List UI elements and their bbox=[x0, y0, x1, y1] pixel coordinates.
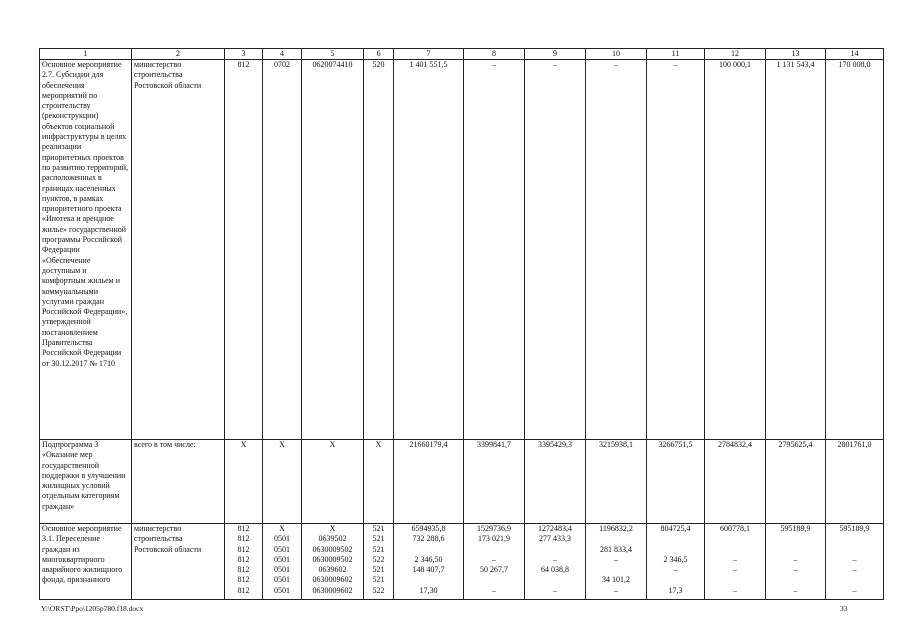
cell-c13: 1 131 543,4 bbox=[766, 60, 826, 440]
executor-cell: министерство строительства Ростовской области bbox=[132, 524, 225, 600]
header-cell: 13 bbox=[766, 49, 826, 60]
cell-line: 1529736,9 bbox=[477, 524, 511, 533]
cell-line bbox=[649, 545, 702, 555]
cell-c7 bbox=[394, 524, 464, 600]
cell-c9: – bbox=[525, 60, 586, 440]
cell-line bbox=[768, 545, 823, 555]
cell-c9: 3395429,3 bbox=[525, 440, 586, 524]
cell-line: X bbox=[329, 524, 336, 533]
cell-line: 173 021,9 bbox=[478, 534, 510, 544]
cell-c5: 0620074410 bbox=[302, 60, 364, 440]
cell-line: 0501 bbox=[274, 585, 290, 595]
cell-c8: 3399841,7 bbox=[464, 440, 525, 524]
cell-line: – bbox=[614, 585, 618, 595]
cell-line: 64 038,8 bbox=[541, 565, 569, 575]
cell-c12 bbox=[705, 524, 766, 600]
cell-c13 bbox=[766, 524, 826, 600]
cell-line bbox=[588, 565, 644, 575]
cell-line bbox=[466, 545, 522, 555]
cell-c5 bbox=[302, 524, 364, 600]
cell-line: 595189,9 bbox=[839, 524, 870, 533]
cell-line bbox=[649, 534, 702, 544]
cell-line: – bbox=[553, 554, 557, 564]
cell-c7: 1 401 551,5 bbox=[394, 60, 464, 440]
cell-line: – bbox=[733, 585, 737, 595]
cell-c12: 2784832,4 bbox=[705, 440, 766, 524]
cell-line: 6594935,8 bbox=[411, 524, 446, 533]
cell-c4: X bbox=[263, 440, 302, 524]
cell-line: – bbox=[852, 554, 857, 564]
cell-line: 281 833,4 bbox=[600, 544, 632, 554]
table-row-activity-3-1 bbox=[40, 524, 884, 600]
cell-c3: 812 bbox=[225, 60, 263, 440]
header-cell: 2 bbox=[132, 49, 225, 60]
cell-line: 812 bbox=[237, 524, 250, 533]
executor-cell: всего в том числе: bbox=[132, 440, 225, 524]
cell-line bbox=[768, 575, 823, 585]
cell-line bbox=[466, 575, 522, 585]
cell-line: 812 bbox=[237, 544, 250, 554]
cell-line: 812 bbox=[237, 554, 250, 564]
cell-line: 277 433,3 bbox=[539, 534, 571, 544]
cell-line: – bbox=[793, 585, 798, 595]
cell-line: 0630009502 bbox=[312, 554, 353, 564]
cell-line: 1196832,2 bbox=[599, 524, 633, 533]
cell-c6: 520 bbox=[364, 60, 394, 440]
cell-line: 2 346,50 bbox=[414, 554, 443, 564]
activity-name-cell: Основное мероприятие 2.7. Субсидии для обеспечения мероприятий по строительству (реконструкции) объектов социальной инфраструктуры в целях реализации приоритетных проектов по развитию территорий, расположенных в границах населенных пунктов, в рамках приоритетного проекта «Ипотека и арендное жилье» государственной программы Российской Федерации «Обеспечение доступным и комфортным жильем и коммунальными услугами граждан Российской Федерации», утвержденной постановлением Правительства Российской Федерации от 30.12.2017 № 1710 bbox=[40, 60, 132, 440]
cell-c12: 100 000,1 bbox=[705, 60, 766, 440]
header-cell: 10 bbox=[586, 49, 647, 60]
cell-c10 bbox=[586, 524, 647, 600]
cell-line bbox=[396, 575, 461, 585]
header-cell: 6 bbox=[364, 49, 394, 60]
header-row bbox=[40, 49, 884, 60]
cell-line: 521 bbox=[372, 565, 385, 575]
cell-line bbox=[828, 534, 881, 544]
cell-line: 732 288,6 bbox=[412, 534, 445, 544]
cell-c4: 0702 bbox=[263, 60, 302, 440]
cell-line: 17,30 bbox=[419, 585, 438, 595]
cell-line bbox=[396, 545, 461, 555]
activity-name-cell: Основное мероприятие 3.1. Переселение граждан из многоквартирного аварийного жилищного фонда, признанного bbox=[40, 524, 132, 600]
cell-line: 0639602 bbox=[318, 565, 347, 575]
cell-line: 34 101,2 bbox=[602, 575, 630, 585]
cell-line: – bbox=[492, 585, 496, 595]
subprogram-name-cell: Подпрограмма 3 «Оказание мер государственной поддержки в улучшении жилищных условий отдельным категориям граждан» bbox=[40, 440, 132, 524]
cell-c8 bbox=[464, 524, 525, 600]
header-cell: 4 bbox=[263, 49, 302, 60]
cell-c10: 3215938,1 bbox=[586, 440, 647, 524]
executor-cell: министерство строительства Ростовской области bbox=[132, 60, 225, 440]
cell-line: 1272483,4 bbox=[538, 524, 572, 533]
cell-line: – bbox=[852, 585, 857, 595]
cell-line: 0630009602 bbox=[312, 585, 353, 595]
cell-line: 812 bbox=[237, 575, 250, 585]
table-row-subprogram-3 bbox=[40, 440, 884, 524]
cell-line: 17,3 bbox=[668, 585, 683, 595]
cell-c13: 2795625,4 bbox=[766, 440, 826, 524]
cell-line: 521 bbox=[372, 524, 385, 533]
cell-c10: – bbox=[586, 60, 647, 440]
cell-line: 812 bbox=[237, 534, 250, 544]
cell-line bbox=[527, 545, 583, 555]
header-cell: 12 bbox=[705, 49, 766, 60]
cell-line bbox=[649, 575, 702, 585]
cell-line: 0639502 bbox=[318, 534, 347, 544]
cell-c3 bbox=[225, 524, 263, 600]
cell-line bbox=[768, 534, 823, 544]
cell-line: 804725,4 bbox=[660, 524, 691, 533]
cell-line: – bbox=[614, 554, 618, 564]
cell-line: – bbox=[733, 565, 737, 575]
cell-c3: X bbox=[225, 440, 263, 524]
cell-line: 0501 bbox=[274, 565, 290, 575]
header-cell: 11 bbox=[647, 49, 705, 60]
cell-line: 148 407,7 bbox=[412, 565, 445, 575]
cell-line: 521 bbox=[372, 544, 385, 554]
cell-c11: 3266751,5 bbox=[647, 440, 705, 524]
cell-line: 0501 bbox=[274, 554, 290, 564]
cell-line: 521 bbox=[372, 534, 385, 544]
cell-c11 bbox=[647, 524, 705, 600]
cell-line: 521 bbox=[372, 575, 385, 585]
cell-line: 0630009602 bbox=[312, 575, 353, 585]
cell-c11: – bbox=[647, 60, 705, 440]
cell-line: 0501 bbox=[274, 544, 290, 554]
cell-line: – bbox=[793, 554, 798, 564]
cell-line bbox=[828, 575, 881, 585]
cell-line bbox=[527, 575, 583, 585]
cell-line: 812 bbox=[237, 585, 250, 595]
cell-c4 bbox=[263, 524, 302, 600]
cell-c8: – bbox=[464, 60, 525, 440]
cell-line bbox=[828, 545, 881, 555]
cell-line bbox=[588, 534, 644, 544]
cell-line bbox=[707, 545, 763, 555]
cell-line bbox=[707, 534, 763, 544]
header-cell: 9 bbox=[525, 49, 586, 60]
cell-line: X bbox=[279, 524, 285, 533]
header-cell: 3 bbox=[225, 49, 263, 60]
cell-line: – bbox=[553, 585, 557, 595]
cell-line: 600778,1 bbox=[720, 524, 750, 533]
budget-table bbox=[39, 48, 884, 600]
cell-line: 0501 bbox=[274, 575, 290, 585]
header-cell: 14 bbox=[826, 49, 884, 60]
cell-c14 bbox=[826, 524, 884, 600]
cell-line: 0501 bbox=[274, 534, 290, 544]
header-cell: 7 bbox=[394, 49, 464, 60]
header-cell: 8 bbox=[464, 49, 525, 60]
cell-c9 bbox=[525, 524, 586, 600]
cell-c7: 21660179,4 bbox=[394, 440, 464, 524]
table-row-activity-2-7 bbox=[40, 60, 884, 440]
cell-line: – bbox=[793, 565, 798, 575]
cell-line: 522 bbox=[372, 554, 385, 564]
cell-line: – bbox=[852, 565, 857, 575]
cell-line: 595189,9 bbox=[780, 524, 811, 533]
cell-c6 bbox=[364, 524, 394, 600]
cell-line: 812 bbox=[237, 565, 250, 575]
cell-line: – bbox=[733, 554, 737, 564]
cell-line bbox=[707, 575, 763, 585]
cell-c6: X bbox=[364, 440, 394, 524]
cell-c14: 2801761,0 bbox=[826, 440, 884, 524]
cell-c14: 170 008,0 bbox=[826, 60, 884, 440]
cell-line: 50 267,7 bbox=[480, 565, 508, 575]
page-number: 33 bbox=[840, 604, 848, 613]
footer-file-path: Y:\ORST\Ppo\1205p780.f18.docx bbox=[41, 604, 144, 613]
header-cell: 5 bbox=[302, 49, 364, 60]
header-cell: 1 bbox=[40, 49, 132, 60]
cell-line: 0630009502 bbox=[312, 544, 353, 554]
cell-line: 522 bbox=[372, 585, 385, 595]
cell-line: 2 346,5 bbox=[663, 554, 688, 564]
cell-line: – bbox=[492, 554, 496, 564]
cell-line: – bbox=[673, 565, 678, 575]
cell-c5: X bbox=[302, 440, 364, 524]
